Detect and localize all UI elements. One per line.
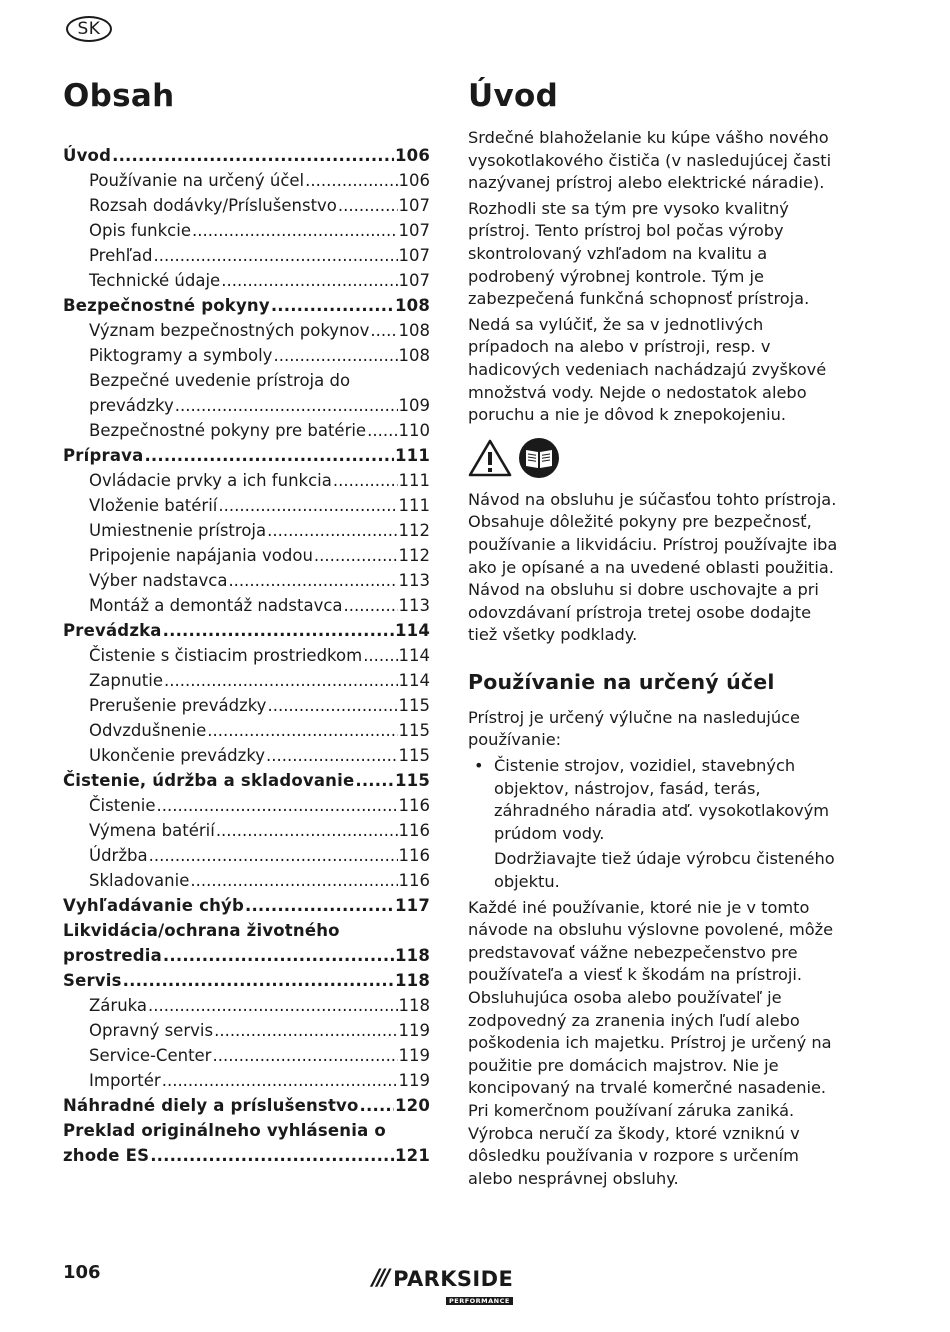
toc-entry <box>63 818 430 843</box>
toc-entry-page: 106 <box>398 171 430 190</box>
toc-entry-page: 121 <box>394 1146 430 1165</box>
toc-leader-dots <box>148 993 397 1018</box>
toc-entry <box>63 1068 430 1093</box>
toc-entry-page: 116 <box>398 796 430 815</box>
toc-entry-page: 113 <box>398 571 430 590</box>
toc-entry <box>63 493 430 518</box>
toc-entry-page: 114 <box>398 646 430 665</box>
toc-entry <box>63 443 430 468</box>
toc-leader-dots <box>266 743 397 768</box>
toc-entry <box>63 668 430 693</box>
toc-entry <box>63 968 430 993</box>
toc-entry-title: Montáž a demontáž nadstavca <box>89 596 343 615</box>
toc-entry-title: Používanie na určený účel <box>89 171 305 190</box>
toc-entry-page: 119 <box>398 1021 430 1040</box>
toc-entry <box>63 868 430 893</box>
toc-leader-dots <box>360 1093 394 1118</box>
safety-symbols <box>468 441 838 483</box>
language-badge: SK <box>66 16 112 42</box>
toc-entry-title: Vyhľadávanie chýb <box>63 896 244 915</box>
toc-entry <box>63 218 430 243</box>
toc-entry-page: 119 <box>398 1046 430 1065</box>
toc-entry-title: zhode ES <box>63 1146 150 1165</box>
toc-entry-page: 110 <box>398 421 430 440</box>
toc-entry-title: Piktogramy a symboly <box>89 346 273 365</box>
toc-leader-dots <box>370 318 397 343</box>
toc-entry <box>63 343 430 368</box>
intro-section <box>468 127 838 1193</box>
toc-entry-page: 108 <box>394 296 430 315</box>
toc-entry-title: Význam bezpečnostných pokynov <box>89 321 370 340</box>
toc-title: Obsah <box>63 78 175 114</box>
toc-entry-title: Odvzdušnenie <box>89 721 207 740</box>
toc-leader-dots <box>228 568 397 593</box>
toc-entry-page: 111 <box>398 471 430 490</box>
page-number: 106 <box>63 1262 101 1283</box>
toc-leader-dots <box>112 143 394 168</box>
toc-entry-title: Príprava <box>63 446 144 465</box>
toc-entry <box>63 268 430 293</box>
toc-leader-dots <box>355 768 394 793</box>
toc-leader-dots <box>338 193 398 218</box>
toc-entry-title: Výmena batérií <box>89 821 215 840</box>
toc-leader-dots <box>273 343 397 368</box>
toc-entry-page: 115 <box>398 721 430 740</box>
toc-entry-page: 108 <box>398 321 430 340</box>
toc-entry-page: 107 <box>398 246 430 265</box>
toc-leader-dots <box>314 543 398 568</box>
toc-entry-title: prevádzky <box>89 396 174 415</box>
toc-entry <box>63 643 430 668</box>
toc-entry-title: Opis funkcie <box>89 221 191 240</box>
toc-entry-title: Pripojenie napájania vodou <box>89 546 313 565</box>
toc-leader-dots <box>245 893 394 918</box>
toc-entry-title: Čistenie <box>89 796 156 815</box>
intended-use-list <box>468 755 838 845</box>
toc-entry-page: 115 <box>398 696 430 715</box>
toc-entry <box>63 243 430 268</box>
toc-entry-title: Servis <box>63 971 122 990</box>
intended-use-heading: Používanie na určený účel <box>468 669 775 694</box>
toc-entry-title: Prehľad <box>89 246 153 265</box>
toc-leader-dots <box>271 293 394 318</box>
toc-entry-title: prostredia <box>63 946 162 965</box>
logo-slashes: /// <box>372 1266 388 1291</box>
toc-entry-page: 111 <box>394 446 430 465</box>
toc-entry-page: 118 <box>398 996 430 1015</box>
toc-entry-title: Výber nadstavca <box>89 571 228 590</box>
toc-entry <box>63 1093 430 1118</box>
toc-entry-page: 118 <box>394 946 430 965</box>
intended-use-paragraph: Prístroj je určený výlučne na nasledujúce používanie: <box>468 707 800 750</box>
toc-entry <box>63 993 430 1018</box>
toc-entry-title: Opravný servis <box>89 1021 214 1040</box>
toc-leader-dots <box>333 468 398 493</box>
logo-text: PARKSIDE <box>393 1266 514 1291</box>
toc-entry-title: Náhradné diely a príslušenstvo <box>63 1096 359 1115</box>
intro-paragraph: Nedá sa vylúčiť, že sa v jednotlivých prípadoch na alebo v prístroji, resp. v hadicových vedeniach nachádzajú zvyškové množstvá vody. Nejde o nedostatok alebo poruchu a nie je dôvod k znepokojeniu. <box>468 314 827 425</box>
toc-entry <box>63 543 430 568</box>
intro-paragraph: Návod na obsluhu je súčasťou tohto prístroja. Obsahuje dôležité pokyny pre bezpečnosť, používanie a likvidáciu. Prístroj používajte iba ako je opísané a na uvedené oblasti použitia. Návod na obsluhu si dobre uschovajte a pri odovzdávaní prístroja tretej osobe dodajte tiež všetky podklady. <box>468 489 838 645</box>
toc-entry <box>63 468 430 493</box>
toc-entry <box>63 843 430 868</box>
toc-entry-page: 116 <box>398 846 430 865</box>
toc-leader-dots <box>164 668 397 693</box>
toc-leader-dots <box>153 243 397 268</box>
toc-leader-dots <box>367 418 397 443</box>
toc-entry-page: 115 <box>394 771 430 790</box>
bullet-note: Dodržiavajte tiež údaje výrobcu čisteného objektu. <box>494 849 835 892</box>
warning-triangle-icon <box>468 438 512 485</box>
toc-leader-dots <box>175 393 398 418</box>
toc-entry-page: 116 <box>398 871 430 890</box>
toc-leader-dots <box>216 818 398 843</box>
toc-entry-page: 107 <box>398 221 430 240</box>
toc-entry-page: 115 <box>398 746 430 765</box>
read-manual-icon <box>518 437 560 486</box>
toc-entry <box>63 293 430 318</box>
intro-paragraph: Srdečné blahoželanie ku kúpe vášho nového vysokotlakového čističa (v nasledujúcej časti nazývanej prístroj alebo elektrické náradie). <box>468 128 832 193</box>
toc-entry-title: Umiestnenie prístroja <box>89 521 267 540</box>
toc-entry-page: 112 <box>398 521 430 540</box>
toc-entry <box>63 1118 430 1168</box>
toc-entry <box>63 318 430 343</box>
toc-entry-title: Rozsah dodávky/Príslušenstvo <box>89 196 337 215</box>
toc-entry <box>63 168 430 193</box>
toc-entry-title: Importér <box>89 1071 161 1090</box>
toc-entry-title-line: Bezpečné uvedenie prístroja do <box>89 371 351 390</box>
toc-leader-dots <box>207 718 397 743</box>
toc-entry-page: 114 <box>398 671 430 690</box>
toc-entry-page: 112 <box>398 546 430 565</box>
toc-leader-dots <box>163 618 394 643</box>
toc-entry-page: 109 <box>398 396 430 415</box>
toc-leader-dots <box>144 443 393 468</box>
toc-entry-title: Vloženie batérií <box>89 496 218 515</box>
toc-entry <box>63 1018 430 1043</box>
toc-leader-dots <box>267 693 397 718</box>
toc-entry <box>63 918 430 968</box>
intro-paragraph: Rozhodli ste sa tým pre vysoko kvalitný prístroj. Tento prístroj bol počas výroby skontrolovaný vzhľadom na kvalitu a podrobený výrobnej kontrole. Tým je zabezpečená funkčná schopnosť prístroja. <box>468 198 810 309</box>
toc-entry-page: 108 <box>398 346 430 365</box>
toc-entry-title: Ovládacie prvky a ich funkcia <box>89 471 332 490</box>
toc-entry <box>63 518 430 543</box>
intended-use-paragraph: Každé iné používanie, ktoré nie je v tomto návode na obsluhu výslovne povolené, môže predstavovať vážne nebezpečenstvo pre používateľa a viesť k škodám na prístroji. Obsluhujúca osoba alebo používateľ je zodpovedný za zranenia iných ľudí alebo poškodenia ich majetku. Prístroj je určený na použitie pre domácich majstrov. Nie je koncipovaný na trvalé komerčné nasadenie. Pri komerčnom používaní záruka zaniká. Výrobca neručí za škody, ktoré vzniknú v dôsledku používania v rozpore s určením alebo nesprávnej obsluhy. <box>468 897 834 1188</box>
toc-entry-page: 107 <box>398 196 430 215</box>
toc-entry <box>63 593 430 618</box>
toc-leader-dots <box>192 218 398 243</box>
toc-entry-title: Ukončenie prevádzky <box>89 746 266 765</box>
toc-entry-title-line: Likvidácia/ochrana životného <box>63 921 340 940</box>
toc-leader-dots <box>162 1068 398 1093</box>
toc-entry <box>63 618 430 643</box>
toc-entry-title: Skladovanie <box>89 871 190 890</box>
toc-entry-page: 113 <box>398 596 430 615</box>
toc-leader-dots <box>344 593 398 618</box>
list-item: • Čistenie strojov, vozidiel, stavebných objektov, nástrojov, fasád, terás, záhradného náradia atď. vysokotlakovým prúdom vody. <box>468 755 838 845</box>
toc-entry-page: 106 <box>394 146 430 165</box>
toc-entry-title: Prevádzka <box>63 621 162 640</box>
toc-leader-dots <box>163 943 394 968</box>
toc-entry-page: 119 <box>398 1071 430 1090</box>
logo-subtitle: PERFORMANCE <box>446 1297 513 1305</box>
toc-entry-title: Záruka <box>89 996 148 1015</box>
toc-entry-title: Technické údaje <box>89 271 221 290</box>
toc-entry-title: Prerušenie prevádzky <box>89 696 267 715</box>
toc-entry <box>63 368 430 418</box>
toc-entry-title: Úvod <box>63 146 112 165</box>
toc-entry-title: Zapnutie <box>89 671 164 690</box>
toc-entry <box>63 768 430 793</box>
toc-entry <box>63 743 430 768</box>
toc-leader-dots <box>212 1043 397 1068</box>
toc-leader-dots <box>150 1143 394 1168</box>
toc-leader-dots <box>363 643 397 668</box>
toc-leader-dots <box>305 168 397 193</box>
toc-entry-page: 120 <box>394 1096 430 1115</box>
toc-entry-page: 116 <box>398 821 430 840</box>
toc-leader-dots <box>149 843 398 868</box>
toc-entry-title: Čistenie, údržba a skladovanie <box>63 771 355 790</box>
toc-entry <box>63 193 430 218</box>
toc-leader-dots <box>157 793 398 818</box>
toc-entry-page: 118 <box>394 971 430 990</box>
toc-leader-dots <box>218 493 397 518</box>
toc-entry-title: Service-Center <box>89 1046 212 1065</box>
toc-entry <box>63 418 430 443</box>
toc-entry-title-line: Preklad originálneho vyhlásenia o <box>63 1121 386 1140</box>
toc-entry <box>63 893 430 918</box>
toc-entry-page: 114 <box>394 621 430 640</box>
toc-leader-dots <box>221 268 397 293</box>
intro-title: Úvod <box>468 78 559 114</box>
toc-leader-dots <box>267 518 397 543</box>
parkside-logo <box>372 1266 528 1306</box>
toc-entry-title: Bezpečnostné pokyny pre batérie <box>89 421 367 440</box>
toc-entry <box>63 693 430 718</box>
toc-entry-title: Údržba <box>89 846 148 865</box>
toc-leader-dots <box>214 1018 397 1043</box>
toc-entry <box>63 793 430 818</box>
toc-entry <box>63 718 430 743</box>
toc-entry-page: 111 <box>398 496 430 515</box>
toc-entry <box>63 1043 430 1068</box>
toc-entry-title: Čistenie s čistiacim prostriedkom <box>89 646 363 665</box>
table-of-contents <box>63 143 430 1168</box>
toc-entry-page: 107 <box>398 271 430 290</box>
toc-entry <box>63 143 430 168</box>
toc-entry-page: 117 <box>394 896 430 915</box>
toc-leader-dots <box>190 868 397 893</box>
toc-leader-dots <box>123 968 394 993</box>
toc-entry-title: Bezpečnostné pokyny <box>63 296 270 315</box>
toc-entry <box>63 568 430 593</box>
